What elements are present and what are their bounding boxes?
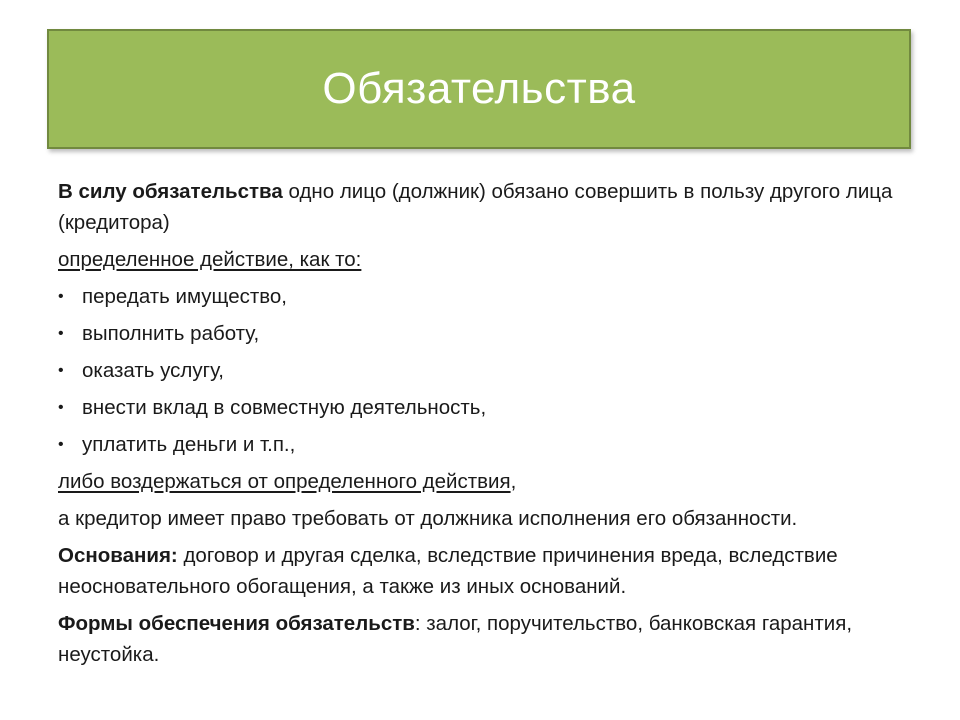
bullet-icon: • xyxy=(58,288,64,305)
list-item-text: внести вклад в совместную деятельность, xyxy=(82,396,487,419)
list-item xyxy=(58,355,908,386)
title-banner xyxy=(47,29,911,149)
list-item xyxy=(58,392,908,423)
action-line: определенное действие, как то: xyxy=(58,248,362,271)
intro-paragraph xyxy=(58,176,908,238)
list-item-text: оказать услугу, xyxy=(82,359,224,382)
bullet-icon: • xyxy=(58,325,64,342)
grounds-text: договор и другая сделка, вследствие причинения вреда, вследствие неосновательного обогащения, а также из иных оснований. xyxy=(58,544,838,598)
intro-text: одно лицо (должник) обязано совершить в пользу другого лица (кредитора) xyxy=(58,180,893,234)
list-item-text: выполнить работу, xyxy=(82,322,260,345)
grounds-bold-term: Основания: xyxy=(58,544,178,567)
refrain-paragraph xyxy=(58,466,908,497)
grounds-paragraph xyxy=(58,540,908,602)
creditor-right-paragraph: а кредитор имеет право требовать от должника исполнения его обязанности. xyxy=(58,507,798,530)
intro-bold-term: В силу обязательства xyxy=(58,180,283,203)
list-item xyxy=(58,318,908,349)
security-bold-term: Формы обеспечения обязательств xyxy=(58,612,415,635)
list-item xyxy=(58,281,908,312)
security-paragraph xyxy=(58,608,908,670)
slide-title: Обязательства xyxy=(322,64,636,113)
refrain-underlined-text: либо воздержаться от определенного действия xyxy=(58,470,511,493)
list-item-text: уплатить деньги и т.п., xyxy=(82,433,296,456)
list-item xyxy=(58,429,908,460)
security-text: : залог, поручительство, банковская гарантия, неустойка. xyxy=(58,612,853,666)
refrain-tail: , xyxy=(510,470,517,493)
list-item-text: передать имущество, xyxy=(82,285,287,308)
bullet-icon: • xyxy=(58,362,64,379)
action-paragraph xyxy=(58,244,908,275)
bullet-icon: • xyxy=(58,436,64,453)
bullet-icon: • xyxy=(58,399,64,416)
action-bullet-list xyxy=(58,281,908,460)
slide-body xyxy=(58,176,908,676)
